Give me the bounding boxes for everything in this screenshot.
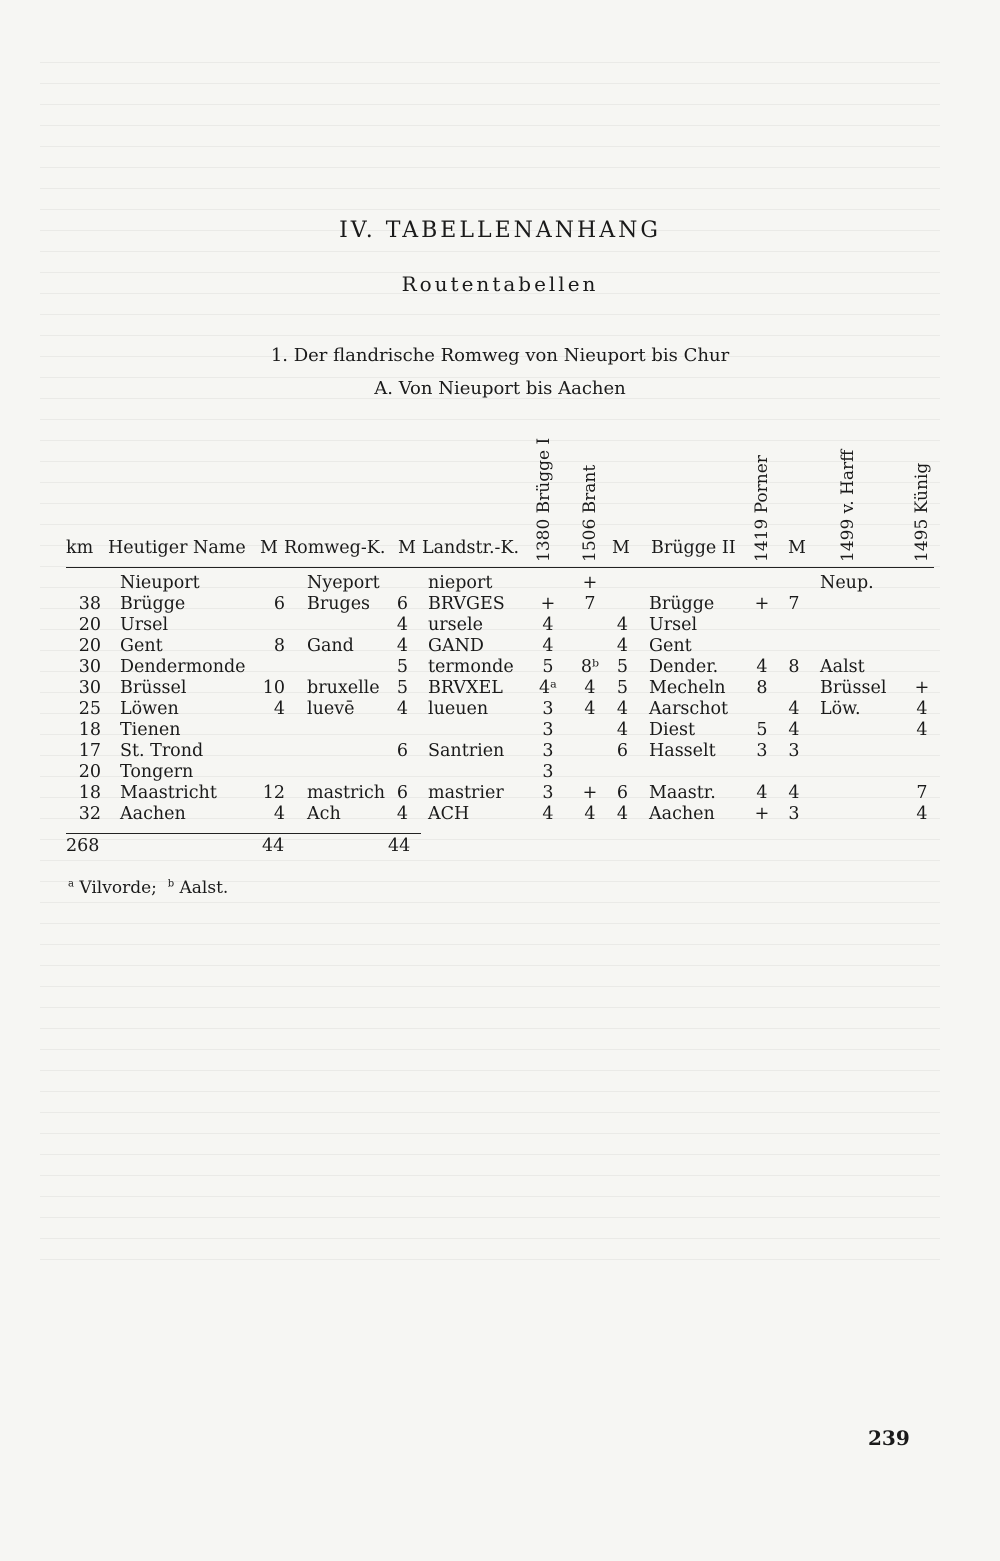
cell-kunig (910, 762, 934, 783)
cell-brugge2: Gent (649, 636, 692, 656)
cell-brugge2: Dender. (649, 657, 719, 677)
footnote-b-text: Aalst. (179, 878, 229, 898)
landstr-column (428, 573, 528, 825)
cell-km (66, 573, 101, 594)
cell-landstr: BRVGES (428, 594, 505, 614)
cell-harff: Löw. (820, 699, 861, 719)
cell-name: Tongern (120, 762, 194, 782)
header-m3: M (612, 538, 630, 558)
kunig-column (910, 573, 934, 825)
cell-km: 20 (78, 636, 101, 656)
cell-m4: 4 (788, 699, 800, 719)
cell-brugge2: Aachen (649, 804, 715, 824)
header-km: km (66, 538, 94, 558)
cell-brugge2: Brügge (649, 594, 715, 614)
cell-brugge1: 3 (542, 741, 554, 761)
cell-harff (820, 762, 900, 783)
header-name: Heutiger Name (108, 538, 246, 558)
cell-brugge1: 3 (542, 783, 554, 803)
cell-m3: 6 (616, 741, 628, 761)
cell-kunig: 4 (916, 720, 928, 740)
cell-m1 (255, 615, 285, 636)
header-brugge1: 1380 Brügge I (534, 437, 554, 562)
cell-m2: 6 (396, 594, 408, 614)
cell-romweg: mastrich (307, 783, 386, 803)
cell-kunig (910, 741, 934, 762)
cell-brant (576, 720, 604, 741)
cell-landstr: Santrien (428, 741, 505, 761)
cell-landstr: GAND (428, 636, 484, 656)
header-rule (66, 567, 934, 568)
cell-romweg (307, 762, 395, 783)
cell-kunig (910, 594, 934, 615)
cell-harff (820, 783, 900, 804)
cell-brugge1: 4 (542, 615, 554, 635)
cell-m3: 6 (616, 783, 628, 803)
cell-brant (576, 615, 604, 636)
cell-porner: 5 (756, 720, 768, 740)
cell-m3 (608, 594, 628, 615)
cell-km: 25 (78, 699, 101, 719)
cell-m1: 12 (262, 783, 285, 803)
cell-name: Maastricht (120, 783, 217, 803)
total-m2: 44 (388, 836, 411, 856)
cell-kunig (910, 615, 934, 636)
cell-kunig: 7 (916, 783, 928, 803)
cell-porner: 4 (756, 783, 768, 803)
cell-landstr: lueuen (428, 699, 489, 719)
cell-m3: 5 (616, 657, 628, 677)
cell-landstr: nieport (428, 573, 493, 593)
cell-porner (750, 762, 774, 783)
cell-brugge2 (649, 573, 749, 594)
cell-brugge1: 3 (542, 699, 554, 719)
cell-brant (576, 741, 604, 762)
cell-landstr: termonde (428, 657, 514, 677)
cell-brugge1 (534, 573, 562, 594)
table-title: 1. Der flandrische Romweg von Nieuport bis Chur (270, 345, 730, 366)
cell-km: 18 (78, 720, 101, 740)
cell-name: St. Trond (120, 741, 204, 761)
cell-porner (750, 615, 774, 636)
cell-m3: 4 (616, 804, 628, 824)
cell-brant: 4 (584, 678, 596, 698)
cell-romweg: Ach (307, 804, 341, 824)
cell-landstr (428, 762, 528, 783)
cell-romweg (307, 720, 395, 741)
cell-porner (750, 573, 774, 594)
cell-m1 (255, 741, 285, 762)
cell-name: Brüssel (120, 678, 187, 698)
brugge2-column (649, 573, 749, 825)
header-kunig: 1495 Künig (912, 462, 932, 562)
cell-m3 (608, 762, 628, 783)
cell-brugge1: 5 (542, 657, 554, 677)
cell-brugge1: 4 (542, 804, 554, 824)
cell-m3: 5 (616, 678, 628, 698)
total-m1: 44 (262, 836, 285, 856)
cell-m1 (255, 573, 285, 594)
cell-km: 20 (78, 762, 101, 782)
cell-harff: Aalst (820, 657, 865, 677)
cell-romweg (307, 657, 395, 678)
cell-m1: 10 (262, 678, 285, 698)
cell-km: 20 (78, 615, 101, 635)
cell-brant: + (582, 573, 598, 593)
subsection-heading: Routentabellen (401, 272, 599, 296)
cell-m2: 4 (396, 699, 408, 719)
cell-m4: 3 (788, 741, 800, 761)
cell-m3: 4 (616, 699, 628, 719)
cell-landstr: ursele (428, 615, 483, 635)
footnote-a-text: Vilvorde; (79, 878, 157, 898)
header-m1: M (260, 538, 278, 558)
m4-column (782, 573, 806, 825)
cell-m4: 8 (788, 657, 800, 677)
cell-romweg: luevē (307, 699, 355, 719)
cell-porner: 8 (756, 678, 768, 698)
cell-m1: 8 (273, 636, 285, 656)
cell-m4: 4 (788, 720, 800, 740)
cell-km: 30 (78, 657, 101, 677)
cell-m1 (255, 762, 285, 783)
cell-m3: 4 (616, 720, 628, 740)
cell-harff (820, 741, 900, 762)
cell-landstr: ACH (428, 804, 470, 824)
cell-m2: 4 (396, 636, 408, 656)
cell-porner (750, 636, 774, 657)
cell-m2 (390, 762, 408, 783)
cell-kunig: + (914, 678, 930, 698)
cell-porner: + (754, 594, 770, 614)
cell-name: Dendermonde (120, 657, 246, 677)
cell-m2: 5 (396, 657, 408, 677)
cell-harff: Brüssel (820, 678, 887, 698)
name-column (120, 573, 260, 825)
cell-m2: 5 (396, 678, 408, 698)
cell-brugge2 (649, 762, 749, 783)
total-km: 268 (66, 836, 100, 856)
cell-m1: 4 (273, 804, 285, 824)
cell-brant: 4 (584, 699, 596, 719)
cell-porner: 3 (756, 741, 768, 761)
cell-km: 32 (78, 804, 101, 824)
cell-landstr (428, 720, 528, 741)
cell-name: Löwen (120, 699, 179, 719)
cell-m4 (782, 762, 806, 783)
cell-m2: 4 (396, 615, 408, 635)
cell-harff (820, 594, 900, 615)
cell-brugge1: 3 (542, 762, 554, 782)
cell-name: Tienen (120, 720, 181, 740)
cell-brugge1: + (540, 594, 556, 614)
cell-m4: 7 (788, 594, 800, 614)
cell-brugge2: Aarschot (649, 699, 729, 719)
cell-m4 (782, 636, 806, 657)
table-subtitle: A. Von Nieuport bis Aachen (374, 378, 626, 399)
header-brant: 1506 Brant (580, 464, 600, 562)
cell-kunig: 4 (916, 804, 928, 824)
cell-m2: 6 (396, 741, 408, 761)
cell-kunig: 4 (916, 699, 928, 719)
m1-column (255, 573, 285, 825)
cell-romweg (307, 741, 395, 762)
cell-m4 (782, 678, 806, 699)
total-rule (66, 833, 421, 834)
cell-name: Nieuport (120, 573, 200, 593)
cell-landstr: mastrier (428, 783, 504, 803)
cell-brugge1: 4ᵃ (539, 678, 557, 698)
cell-brugge1: 3 (542, 720, 554, 740)
cell-name: Gent (120, 636, 163, 656)
footnote (68, 878, 228, 898)
cell-porner: 4 (756, 657, 768, 677)
header-m2: M (398, 538, 416, 558)
header-m4: M (788, 538, 806, 558)
cell-km: 17 (78, 741, 101, 761)
header-landstr: Landstr.-K. (422, 538, 520, 558)
porner-column (750, 573, 774, 825)
cell-romweg: Bruges (307, 594, 371, 614)
cell-km: 18 (78, 783, 101, 803)
brant-column (576, 573, 604, 825)
cell-m4 (782, 615, 806, 636)
romweg-column (307, 573, 395, 825)
cell-brant: 8ᵇ (580, 657, 600, 677)
cell-brugge2: Mecheln (649, 678, 726, 698)
section-heading: IV. TABELLENANHANG (339, 218, 661, 243)
cell-name: Brügge (120, 594, 186, 614)
header-romweg: Romweg-K. (284, 538, 386, 558)
cell-km: 38 (78, 594, 101, 614)
cell-romweg: Nyeport (307, 573, 380, 593)
cell-porner (750, 699, 774, 720)
header-porner: 1419 Porner (752, 455, 772, 562)
footnote-b-mark: b (167, 878, 175, 890)
cell-harff (820, 804, 900, 825)
header-brugge2: Brügge II (651, 538, 736, 558)
cell-m1: 6 (273, 594, 285, 614)
m3-column (608, 573, 628, 825)
cell-brugge2: Diest (649, 720, 695, 740)
cell-romweg: Gand (307, 636, 354, 656)
cell-m1 (255, 720, 285, 741)
cell-brant (576, 636, 604, 657)
cell-kunig (910, 573, 934, 594)
cell-brugge2: Ursel (649, 615, 698, 635)
cell-m4: 4 (788, 783, 800, 803)
cell-km: 30 (78, 678, 101, 698)
cell-brant: 4 (584, 804, 596, 824)
cell-brugge1: 4 (542, 636, 554, 656)
cell-m2 (390, 720, 408, 741)
cell-brant: + (582, 783, 598, 803)
cell-m1 (255, 657, 285, 678)
cell-m2 (390, 573, 408, 594)
cell-m4: 3 (788, 804, 800, 824)
cell-m2: 6 (396, 783, 408, 803)
cell-name: Ursel (120, 615, 169, 635)
cell-romweg (307, 615, 395, 636)
cell-m4 (782, 573, 806, 594)
cell-brant (576, 762, 604, 783)
cell-porner: + (754, 804, 770, 824)
cell-m3 (608, 573, 628, 594)
cell-harff (820, 615, 900, 636)
page-number: 239 (868, 1426, 910, 1450)
cell-harff (820, 720, 900, 741)
cell-m1: 4 (273, 699, 285, 719)
brugge1-column (534, 573, 562, 825)
cell-landstr: BRVXEL (428, 678, 503, 698)
cell-brugge2: Hasselt (649, 741, 716, 761)
cell-name: Aachen (120, 804, 186, 824)
harff-column (820, 573, 900, 825)
cell-harff: Neup. (820, 573, 874, 593)
cell-harff (820, 636, 900, 657)
cell-kunig (910, 657, 934, 678)
footnote-a-mark: a (68, 878, 74, 890)
cell-romweg: bruxelle (307, 678, 380, 698)
cell-m2: 4 (396, 804, 408, 824)
cell-brugge2: Maastr. (649, 783, 716, 803)
cell-m3: 4 (616, 636, 628, 656)
m2-column (390, 573, 408, 825)
cell-kunig (910, 636, 934, 657)
km-column (66, 573, 101, 825)
cell-brant: 7 (584, 594, 596, 614)
cell-m3: 4 (616, 615, 628, 635)
header-harff: 1499 v. Harff (838, 449, 858, 562)
